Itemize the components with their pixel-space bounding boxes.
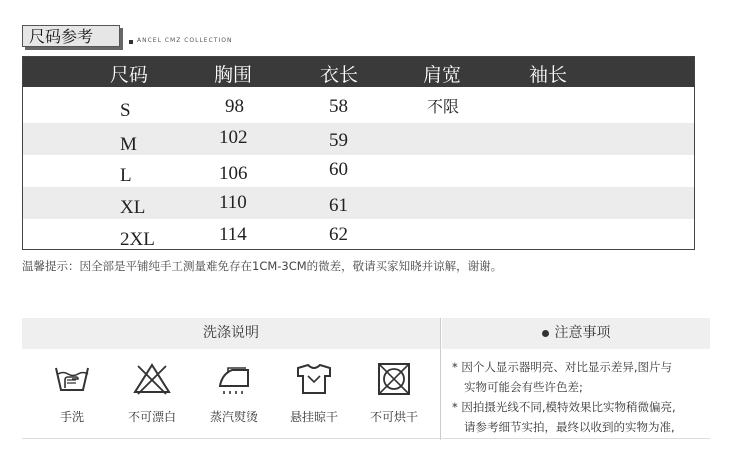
- wash-item: [194, 362, 274, 425]
- cell-length: 59: [329, 130, 348, 151]
- divider: [440, 318, 441, 440]
- cell-length: 61: [329, 195, 348, 216]
- cell-size: XL: [120, 197, 146, 218]
- no-bleach-icon: [132, 362, 172, 396]
- cell-size: L: [120, 165, 132, 186]
- steam-iron-icon: [214, 362, 254, 396]
- tag-dot: [129, 40, 133, 44]
- col-chest: 胸围: [214, 64, 253, 86]
- bullet-icon: [542, 330, 549, 337]
- cell-size: 2XL: [120, 229, 155, 250]
- wash-label: 手洗: [59, 410, 84, 424]
- cell-length: 62: [329, 224, 348, 245]
- wash-item: [274, 362, 354, 425]
- table-row: [23, 155, 694, 187]
- size-reference-tag: 尺码参考: [22, 25, 120, 47]
- size-table: [22, 56, 695, 250]
- col-size: 尺码: [110, 64, 149, 86]
- cell-chest: 110: [219, 192, 247, 213]
- cell-chest: 102: [219, 127, 248, 148]
- table-row: [23, 219, 694, 251]
- col-length: 衣长: [320, 64, 359, 86]
- cell-chest: 98: [225, 96, 244, 117]
- wash-title: 洗涤说明: [22, 318, 440, 349]
- wash-label: 不可烘干: [369, 410, 418, 424]
- care-title: 注意事项: [442, 318, 710, 349]
- cell-chest: 106: [219, 163, 248, 184]
- no-tumble-dry-icon: [374, 362, 414, 396]
- table-row: [23, 187, 694, 219]
- col-sleeve: 袖长: [529, 64, 568, 86]
- wash-item: [112, 362, 192, 425]
- cell-length: 60: [329, 159, 348, 180]
- wash-label: 悬挂晾干: [289, 410, 338, 424]
- hand-wash-icon: [52, 362, 92, 396]
- care-line: * 因拍摄光线不同,模特效果比实物稍微偏亮,: [452, 400, 676, 414]
- care-line: 请参考细节实拍，最终以收到的实物为准,: [464, 420, 675, 434]
- care-notes: [452, 358, 704, 438]
- hang-dry-icon: [294, 362, 334, 396]
- care-line: * 因个人显示器明亮、对比显示差异,图片与: [452, 360, 673, 374]
- care-line: 实物可能会有些许色差;: [464, 380, 583, 394]
- measurement-note: 温馨提示：因全部是平铺纯手工测量难免存在1CM-3CM的微差，敬请买家知晓并谅解，谢谢。: [22, 259, 503, 273]
- wash-item: [354, 362, 434, 425]
- divider: [22, 438, 710, 439]
- col-shoulder: 肩宽: [423, 64, 462, 86]
- wash-item: [32, 362, 112, 425]
- table-header: [23, 57, 694, 87]
- cell-shoulder: 不限: [427, 97, 460, 116]
- collection-subtitle: ANCEL CMZ COLLECTION: [137, 37, 233, 44]
- wash-label: 蒸汽熨烫: [209, 410, 258, 424]
- cell-chest: 114: [219, 224, 247, 245]
- cell-length: 58: [329, 96, 348, 117]
- wash-label: 不可漂白: [127, 410, 176, 424]
- table-row: [23, 87, 694, 119]
- cell-size: M: [120, 134, 137, 155]
- table-row: [23, 123, 694, 155]
- cell-size: S: [120, 100, 131, 121]
